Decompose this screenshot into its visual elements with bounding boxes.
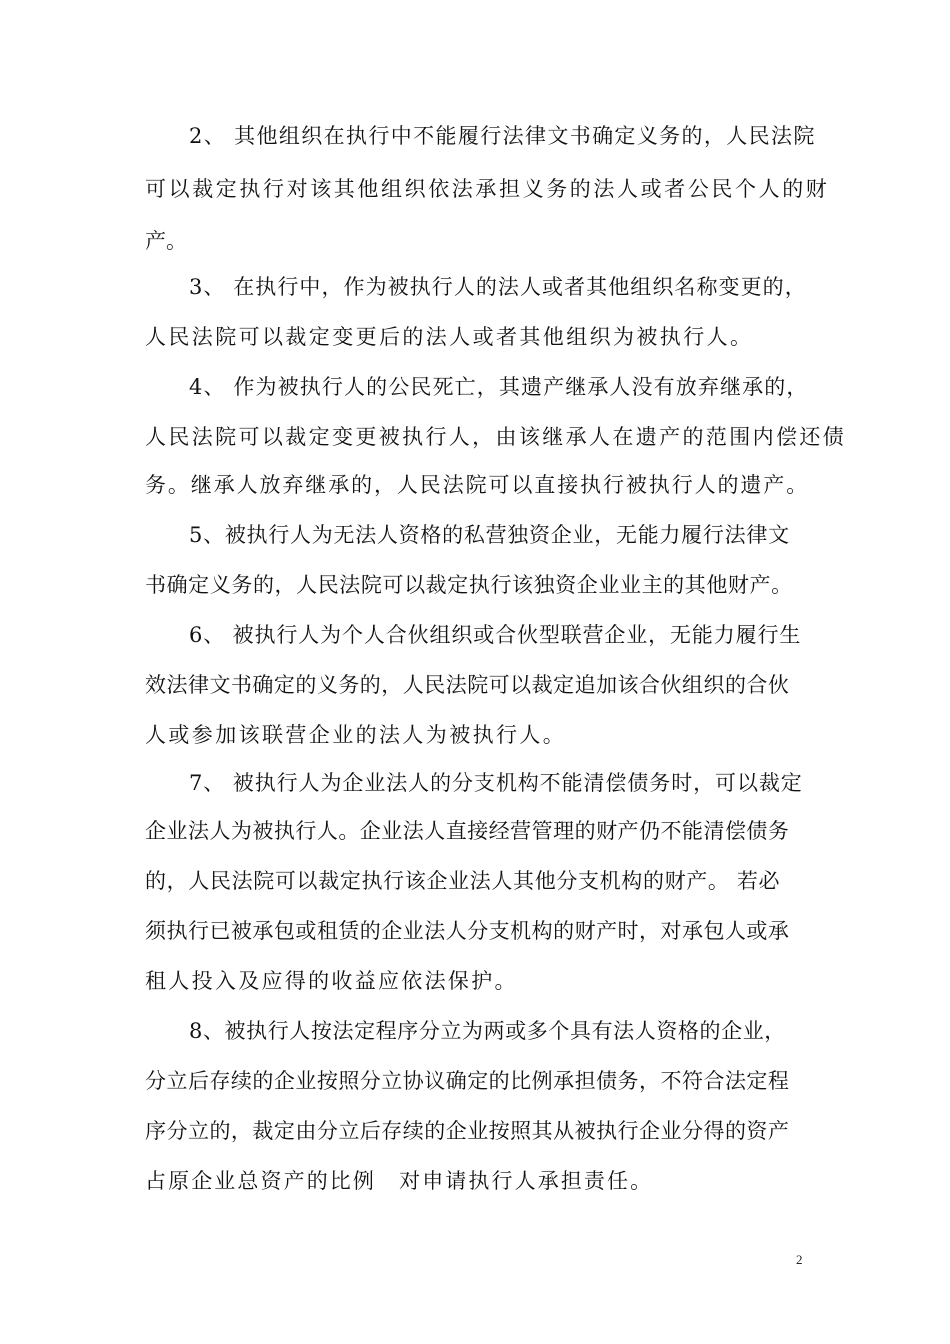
- paragraph-2-line-2: 可以裁定执行对该其他组织依法承担义务的法人或者公民个人的财: [145, 177, 830, 201]
- paragraph-4-line-2: 人民法院可以裁定变更被执行人，由该继承人在遗产的范围内偿还债: [145, 425, 847, 449]
- paragraph-3-line-2: 人民法院可以裁定变更后的法人或者其他组织为被执行人。: [145, 325, 754, 349]
- paragraph-4-line-1: 4、 作为被执行人的公民死亡，其遗产继承人没有放弃继承的，: [189, 375, 809, 399]
- paragraph-8-line-3: 序分立的，裁定由分立后存续的企业按照其从被执行企业分得的资产: [145, 1119, 790, 1143]
- paragraph-7-line-1: 7、 被执行人为企业法人的分支机构不能清偿债务时，可以裁定: [189, 771, 803, 795]
- paragraph-8-line-1: 8、被执行人按法定程序分立为两或多个具有法人资格的企业，: [189, 1019, 786, 1043]
- paragraph-6-line-2: 效法律文书确定的义务的，人民法院可以裁定追加该合伙组织的合伙: [145, 673, 790, 697]
- paragraph-8-line-4: 占原企业总资产的比例 对申请执行人承担责任。: [145, 1169, 654, 1193]
- page-number: 2: [796, 1252, 803, 1267]
- paragraph-3-line-1: 3、 在执行中，作为被执行人的法人或者其他组织名称变更的，: [189, 275, 807, 299]
- paragraph-2-line-1: 2、 其他组织在执行中不能履行法律文书确定义务的，人民法院: [189, 124, 816, 148]
- paragraph-7-line-5: 租人投入及应得的收益应依法保护。: [145, 969, 518, 993]
- paragraph-7-line-4: 须执行已被承包或租赁的企业法人分支机构的财产时，对承包人或承: [145, 919, 790, 943]
- paragraph-6-line-3: 人或参加该联营企业的法人为被执行人。: [145, 723, 567, 747]
- paragraph-2-line-3: 产。: [145, 229, 187, 253]
- paragraph-5-line-2: 书确定义务的，人民法院可以裁定执行该独资企业业主的其他财产。: [145, 573, 793, 597]
- paragraph-5-line-1: 5、被执行人为无法人资格的私营独资企业，无能力履行法律文: [189, 523, 790, 547]
- paragraph-7-line-3: 的，人民法院可以裁定执行该企业法人其他分支机构的财产。 若必: [145, 869, 781, 893]
- paragraph-4-line-3: 务。继承人放弃继承的，人民法院可以直接执行被执行人的遗产。: [145, 473, 810, 497]
- paragraph-8-line-2: 分立后存续的企业按照分立协议确定的比例承担债务，不符合法定程: [145, 1069, 790, 1093]
- paragraph-7-line-2: 企业法人为被执行人。企业法人直接经营管理的财产仍不能清偿债务: [145, 819, 790, 843]
- paragraph-6-line-1: 6、 被执行人为个人合伙组织或合伙型联营企业，无能力履行生: [189, 623, 802, 647]
